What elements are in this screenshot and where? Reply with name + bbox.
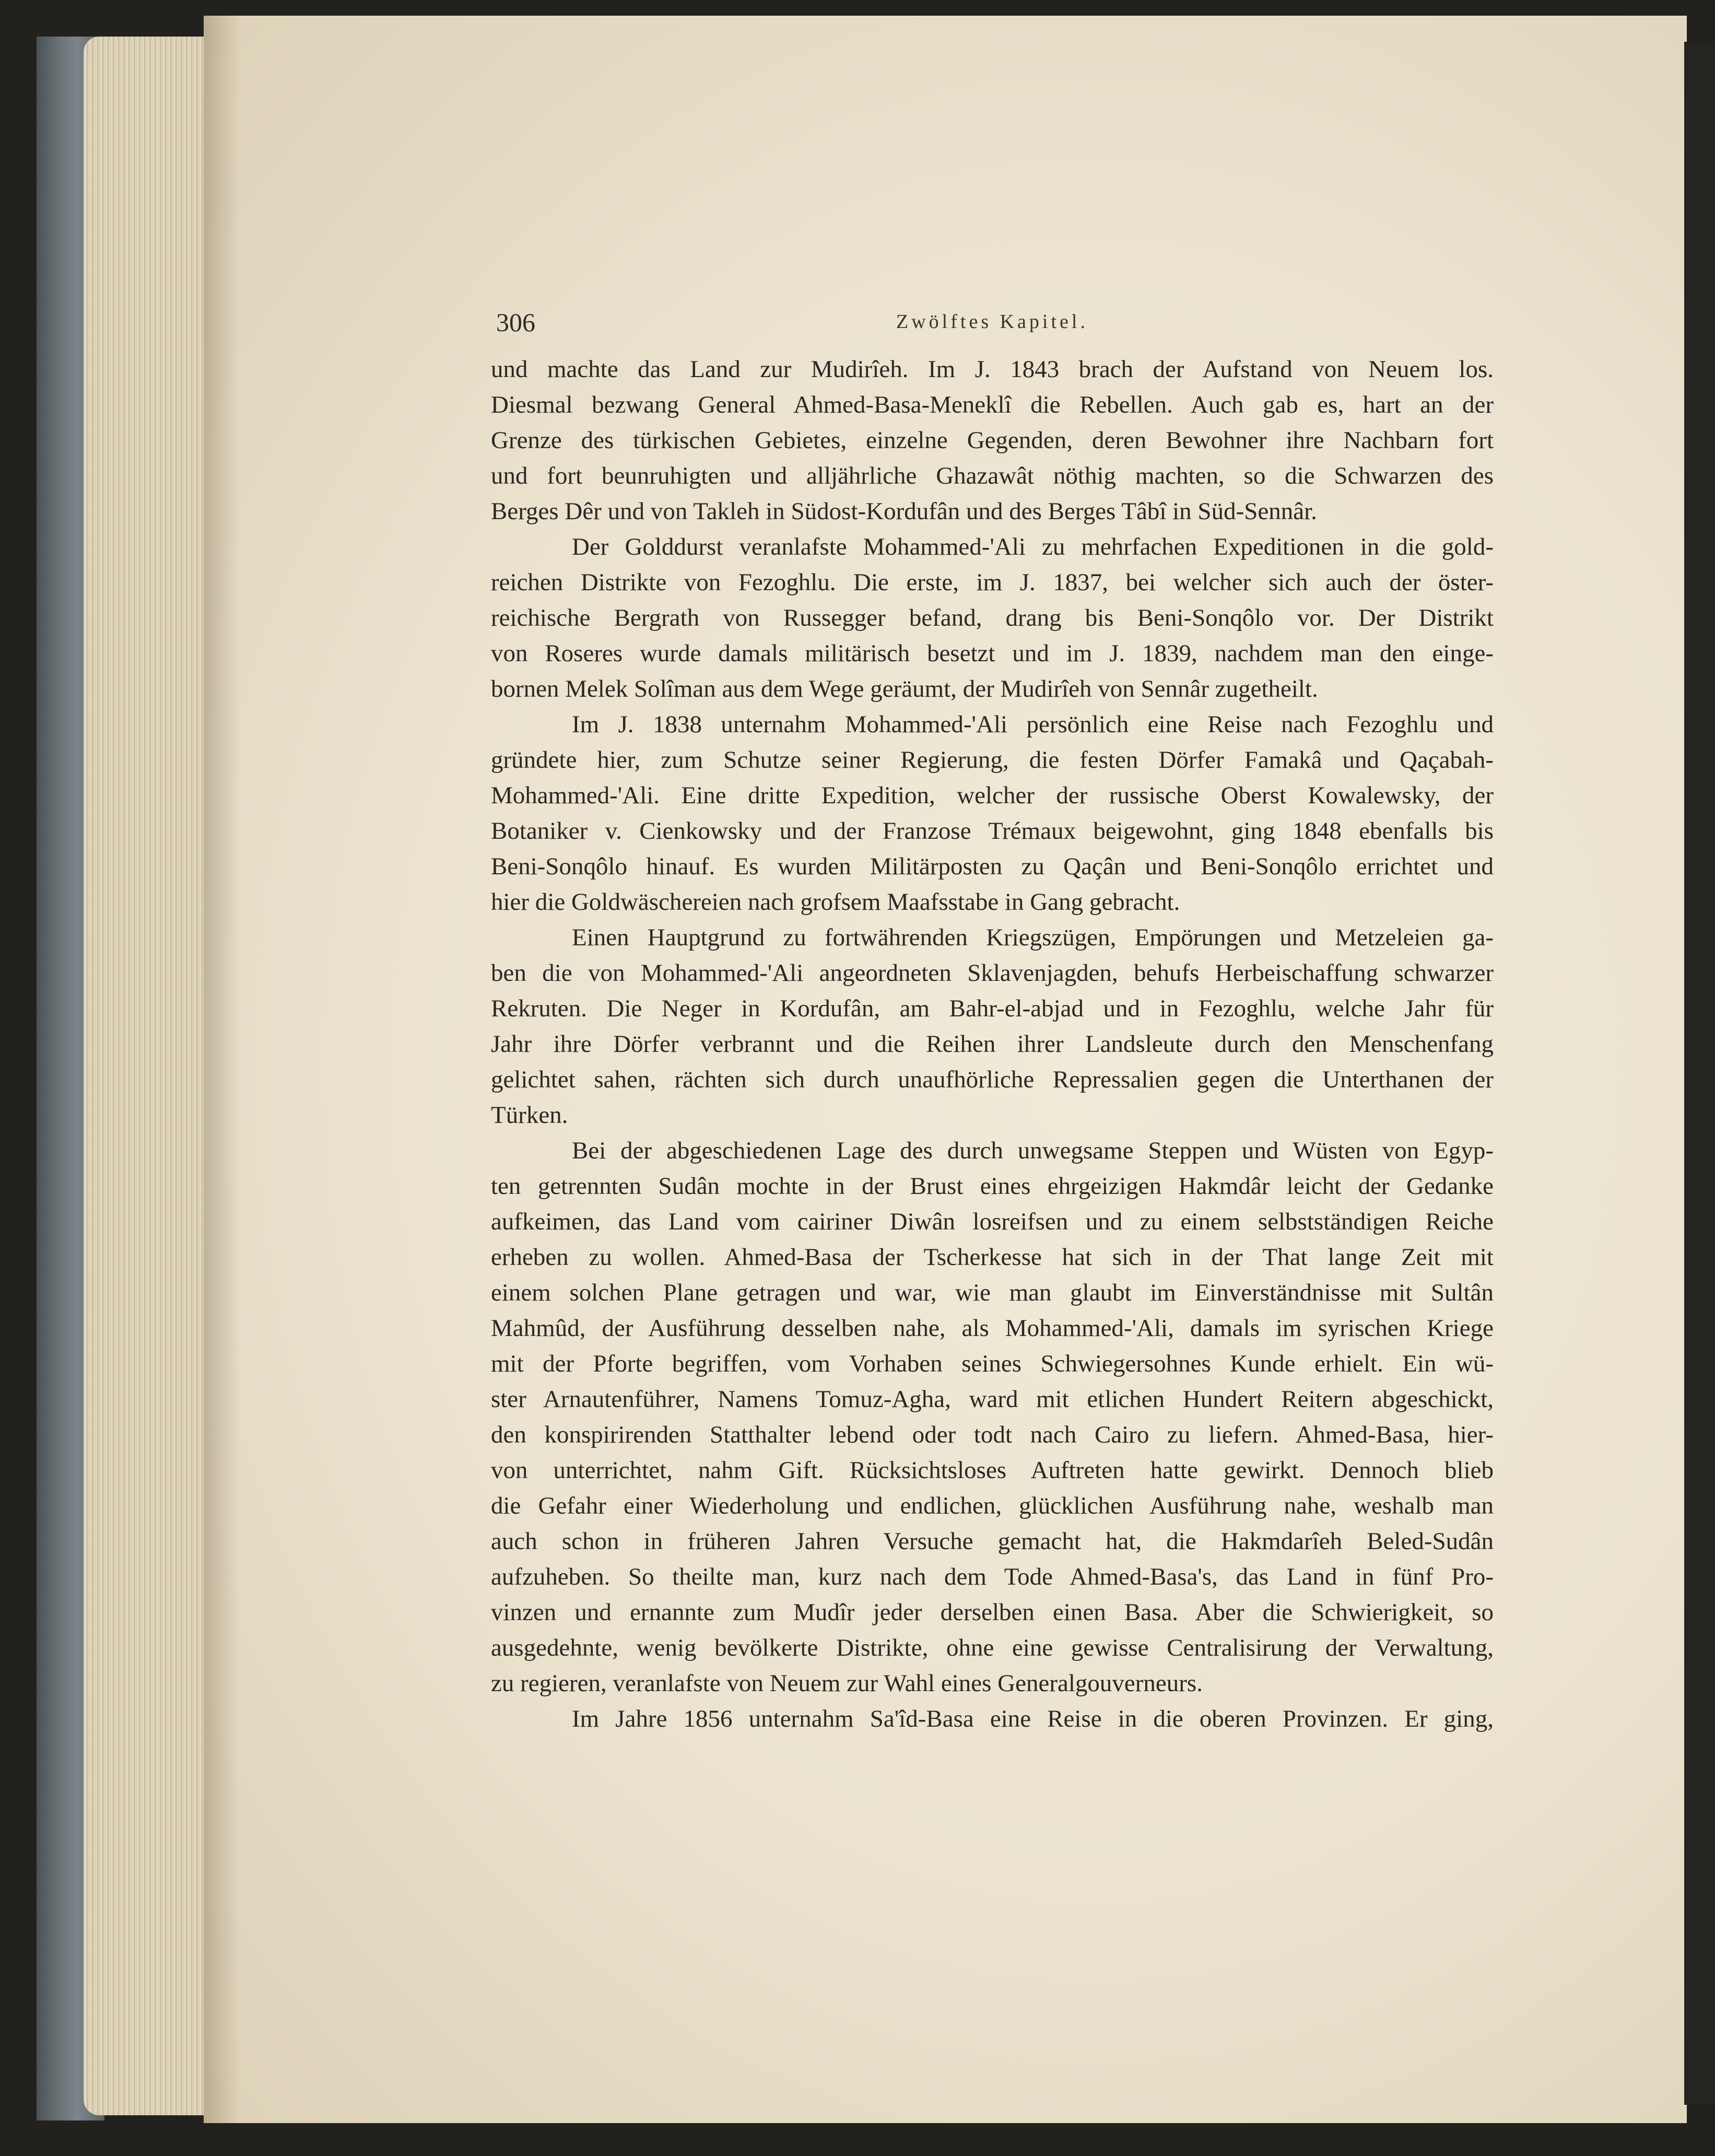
text-line: Im Jahre 1856 unternahm Sa'îd-Basa eine Reise in die oberen Provinzen. Er ging,	[572, 1705, 1494, 1732]
text-line: erheben zu wollen. Ahmed-Basa der Tscherkesse hat sich in der That lange Zeit mit	[491, 1244, 1494, 1271]
text-line: einem solchen Plane getragen und war, wie man glaubt im Einverständnisse mit Sultân	[491, 1279, 1494, 1306]
gutter-shadow	[204, 16, 240, 2123]
text-line: Der Golddurst veranlafste Mohammed-'Ali zu mehrfachen Expeditionen in die gold-	[572, 533, 1494, 560]
page-number: 306	[496, 308, 535, 337]
text-line: Jahr ihre Dörfer verbrannt und die Reihen ihrer Landsleute durch den Menschenfang	[491, 1030, 1494, 1058]
text-line: Botaniker v. Cienkowsky und der Franzose Trémaux beigewohnt, ging 1848 ebenfalls bis	[491, 817, 1494, 845]
text-line: und fort beunruhigten und alljährliche Ghazawât nöthig machten, so die Schwarzen des	[491, 462, 1494, 489]
text-line: reichen Distrikte von Fezoghlu. Die erste, im J. 1837, bei welcher sich auch der öster-	[491, 569, 1494, 596]
text-line: von unterrichtet, nahm Gift. Rücksichtsloses Auftreten hatte gewirkt. Dennoch blieb	[491, 1457, 1494, 1484]
text-line: ster Arnautenführer, Namens Tomuz-Agha, ward mit etlichen Hundert Reitern abgeschickt,	[491, 1386, 1494, 1413]
text-line: mit der Pforte begriffen, vom Vorhaben seines Schwiegersohnes Kunde erhielt. Ein wü-	[491, 1350, 1494, 1377]
running-head	[496, 307, 1488, 338]
text-line: Berges Dêr und von Takleh in Südost-Kordufân und des Berges Tâbî in Süd-Sennâr.	[491, 498, 1317, 525]
text-line: Im J. 1838 unternahm Mohammed-'Ali persönlich eine Reise nach Fezoghlu und	[572, 711, 1494, 738]
text-line: und machte das Land zur Mudirîeh. Im J. 1843 brach der Aufstand von Neuem los.	[491, 356, 1494, 383]
text-line: Grenze des türkischen Gebietes, einzelne Gegenden, deren Bewohner ihre Nachbarn fort	[491, 427, 1494, 454]
text-line: Diesmal bezwang General Ahmed-Basa-Meneklî die Rebellen. Auch gab es, hart an der	[491, 391, 1494, 418]
text-line: ausgedehnte, wenig bevölkerte Distrikte, ohne eine gewisse Centralisirung der Verwaltung,	[491, 1634, 1494, 1661]
text-line: aufzuheben. So theilte man, kurz nach dem Tode Ahmed-Basa's, das Land in fünf Pro-	[491, 1563, 1494, 1590]
text-line: bornen Melek Solîman aus dem Wege geräumt, der Mudirîeh von Sennâr zugetheilt.	[491, 675, 1318, 702]
text-line: reichische Bergrath von Russegger befand, drang bis Beni-Sonqôlo vor. Der Distrikt	[491, 604, 1494, 631]
text-line: zu regieren, veranlafste von Neuem zur Wahl eines Generalgouverneurs.	[491, 1670, 1203, 1697]
text-line: den konspirirenden Statthalter lebend oder todt nach Cairo zu liefern. Ahmed-Basa, hier-	[491, 1421, 1494, 1448]
body-text	[491, 351, 1494, 1737]
text-line: von Roseres wurde damals militärisch besetzt und im J. 1839, nachdem man den einge-	[491, 640, 1494, 667]
facing-page-edge	[1684, 42, 1715, 2105]
text-line: Einen Hauptgrund zu fortwährenden Kriegszügen, Empörungen und Metzeleien ga-	[572, 924, 1494, 951]
text-line: Mahmûd, der Ausführung desselben nahe, als Mohammed-'Ali, damals im syrischen Kriege	[491, 1315, 1494, 1342]
text-line: die Gefahr einer Wiederholung und endlichen, glücklichen Ausführung nahe, weshalb man	[491, 1492, 1494, 1519]
text-line: Beni-Sonqôlo hinauf. Es wurden Militärposten zu Qaçân und Beni-Sonqôlo errichtet und	[491, 853, 1494, 880]
text-line: gründete hier, zum Schutze seiner Regierung, die festen Dörfer Famakâ und Qaçabah-	[491, 746, 1494, 774]
text-line: hier die Goldwäschereien nach grofsem Maafsstabe in Gang gebracht.	[491, 888, 1180, 916]
page-edges-stack	[84, 37, 209, 2115]
text-line: auch schon in früheren Jahren Versuche gemacht hat, die Hakmdarîeh Beled-Sudân	[491, 1528, 1494, 1555]
text-line: ben die von Mohammed-'Ali angeordneten Sklavenjagden, behufs Herbeischaffung schwarzer	[491, 959, 1494, 987]
text-line: ten getrennten Sudân mochte in der Brust eines ehrgeizigen Hakmdâr leicht der Gedanke	[491, 1173, 1494, 1200]
text-line: gelichtet sahen, rächten sich durch unaufhörliche Repressalien gegen die Unterthanen der	[491, 1066, 1494, 1093]
chapter-title: Zwölftes Kapitel.	[896, 311, 1088, 333]
text-line: aufkeimen, das Land vom cairiner Diwân losreifsen und zu einem selbstständigen Reiche	[491, 1208, 1494, 1235]
text-line: Rekruten. Die Neger in Kordufân, am Bahr-el-abjad und in Fezoghlu, welche Jahr für	[491, 995, 1494, 1022]
text-line: vinzen und ernannte zum Mudîr jeder derselben einen Basa. Aber die Schwierigkeit, so	[491, 1599, 1494, 1626]
text-line: Türken.	[491, 1102, 568, 1129]
text-line: Mohammed-'Ali. Eine dritte Expedition, welcher der russische Oberst Kowalewsky, der	[491, 782, 1494, 809]
text-line: Bei der abgeschiedenen Lage des durch unwegsame Steppen und Wüsten von Egyp-	[572, 1137, 1494, 1164]
